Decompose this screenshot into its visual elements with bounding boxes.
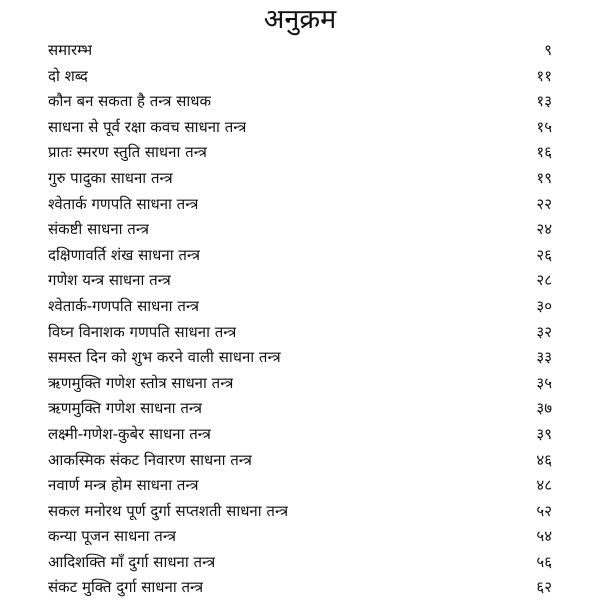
toc-entry-title: ऋणमुक्ति गणेश स्तोत्र साधना तन्त्र	[48, 373, 234, 392]
toc-entry-title: समस्त दिन को शुभ करने वाली साधना तन्त्र	[48, 348, 281, 367]
toc-entry-title: कन्या पूजन साधना तन्त्र	[48, 527, 176, 546]
toc-entry	[48, 38, 552, 64]
toc-entry-title: समारम्भ	[48, 41, 93, 59]
toc-entry	[48, 422, 552, 448]
table-of-contents	[48, 38, 552, 601]
toc-entry	[48, 575, 552, 601]
toc-entry-title: आकस्मिक संकट निवारण साधना तन्त्र	[48, 450, 252, 469]
toc-entry-page-number: ३२	[536, 322, 552, 341]
toc-entry	[48, 64, 552, 90]
toc-entry-page-number: ५४	[536, 527, 552, 546]
toc-entry-title: प्रातः स्मरण स्तुति साधना तन्त्र	[48, 143, 207, 162]
toc-entry-title: संकष्टी साधना तन्त्र	[48, 220, 150, 239]
toc-entry-page-number: ३०	[536, 296, 552, 315]
toc-entry-title: नवार्ण मन्त्र होम साधना तन्त्र	[48, 476, 199, 495]
toc-entry-page-number: ३३	[536, 348, 552, 367]
toc-entry	[48, 89, 552, 115]
toc-entry-page-number: ५२	[536, 501, 552, 520]
toc-entry	[48, 192, 552, 218]
toc-entry-title: संकट मुक्ति दुर्गा साधना तन्त्र	[48, 578, 204, 597]
toc-entry-page-number: ३७	[536, 399, 552, 418]
toc-entry-page-number: २८	[536, 271, 552, 290]
toc-entry-page-number: १९	[536, 168, 552, 187]
toc-entry	[48, 550, 552, 576]
toc-entry-title: सकल मनोरथ पूर्ण दुर्गा सप्तशती साधना तन्त्र	[48, 501, 289, 520]
toc-entry	[48, 217, 552, 243]
toc-entry	[48, 396, 552, 422]
toc-entry-title: दो शब्द	[48, 66, 88, 85]
toc-entry-page-number: २४	[536, 220, 552, 239]
toc-entry-page-number: १५	[536, 117, 552, 136]
toc-entry-page-number: ६२	[536, 578, 552, 597]
toc-entry-page-number: १६	[536, 143, 552, 162]
toc-entry	[48, 345, 552, 371]
toc-entry	[48, 448, 552, 474]
toc-entry-title: लक्ष्मी-गणेश-कुबेर साधना तन्त्र	[48, 424, 211, 443]
toc-entry-title: आदिशक्ति माँ दुर्गा साधना तन्त्र	[48, 552, 216, 571]
toc-entry-page-number: १३	[536, 92, 552, 111]
toc-entry	[48, 115, 552, 141]
page-title: अनुक्रम	[263, 4, 337, 35]
toc-entry	[48, 140, 552, 166]
toc-entry-page-number: ३९	[536, 424, 552, 443]
toc-entry	[48, 166, 552, 192]
toc-entry-title: कौन बन सकता है तन्त्र साधक	[48, 92, 211, 111]
toc-entry-page-number: ४६	[536, 450, 552, 469]
toc-entry-title: श्वेतार्क-गणपति साधना तन्त्र	[48, 296, 200, 315]
toc-entry	[48, 320, 552, 346]
toc-entry-page-number: ४८	[536, 476, 552, 495]
toc-entry-title: साधना से पूर्व रक्षा कवच साधना तन्त्र	[48, 117, 247, 136]
toc-entry-title: दक्षिणावर्ति शंख साधना तन्त्र	[48, 245, 201, 264]
toc-entry-page-number: ९	[544, 41, 552, 59]
toc-entry-page-number: ३५	[536, 373, 552, 392]
toc-entry-title: ऋणमुक्ति गणेश साधना तन्त्र	[48, 399, 203, 418]
toc-entry-title: विघ्न विनाशक गणपति साधना तन्त्र	[48, 322, 237, 341]
toc-entry	[48, 473, 552, 499]
toc-entry-title: गुरु पादुका साधना तन्त्र	[48, 168, 173, 187]
toc-entry	[48, 524, 552, 550]
toc-entry-title: श्वेतार्क गणपति साधना तन्त्र	[48, 194, 199, 213]
toc-entry-page-number: २२	[536, 194, 552, 213]
toc-entry	[48, 243, 552, 269]
toc-entry	[48, 499, 552, 525]
toc-entry-page-number: २६	[536, 245, 552, 264]
toc-entry-title: गणेश यन्त्र साधना तन्त्र	[48, 271, 171, 290]
toc-entry-page-number: ५६	[536, 552, 552, 571]
toc-entry	[48, 371, 552, 397]
toc-entry	[48, 294, 552, 320]
toc-entry-page-number: ११	[536, 66, 552, 85]
toc-entry	[48, 268, 552, 294]
